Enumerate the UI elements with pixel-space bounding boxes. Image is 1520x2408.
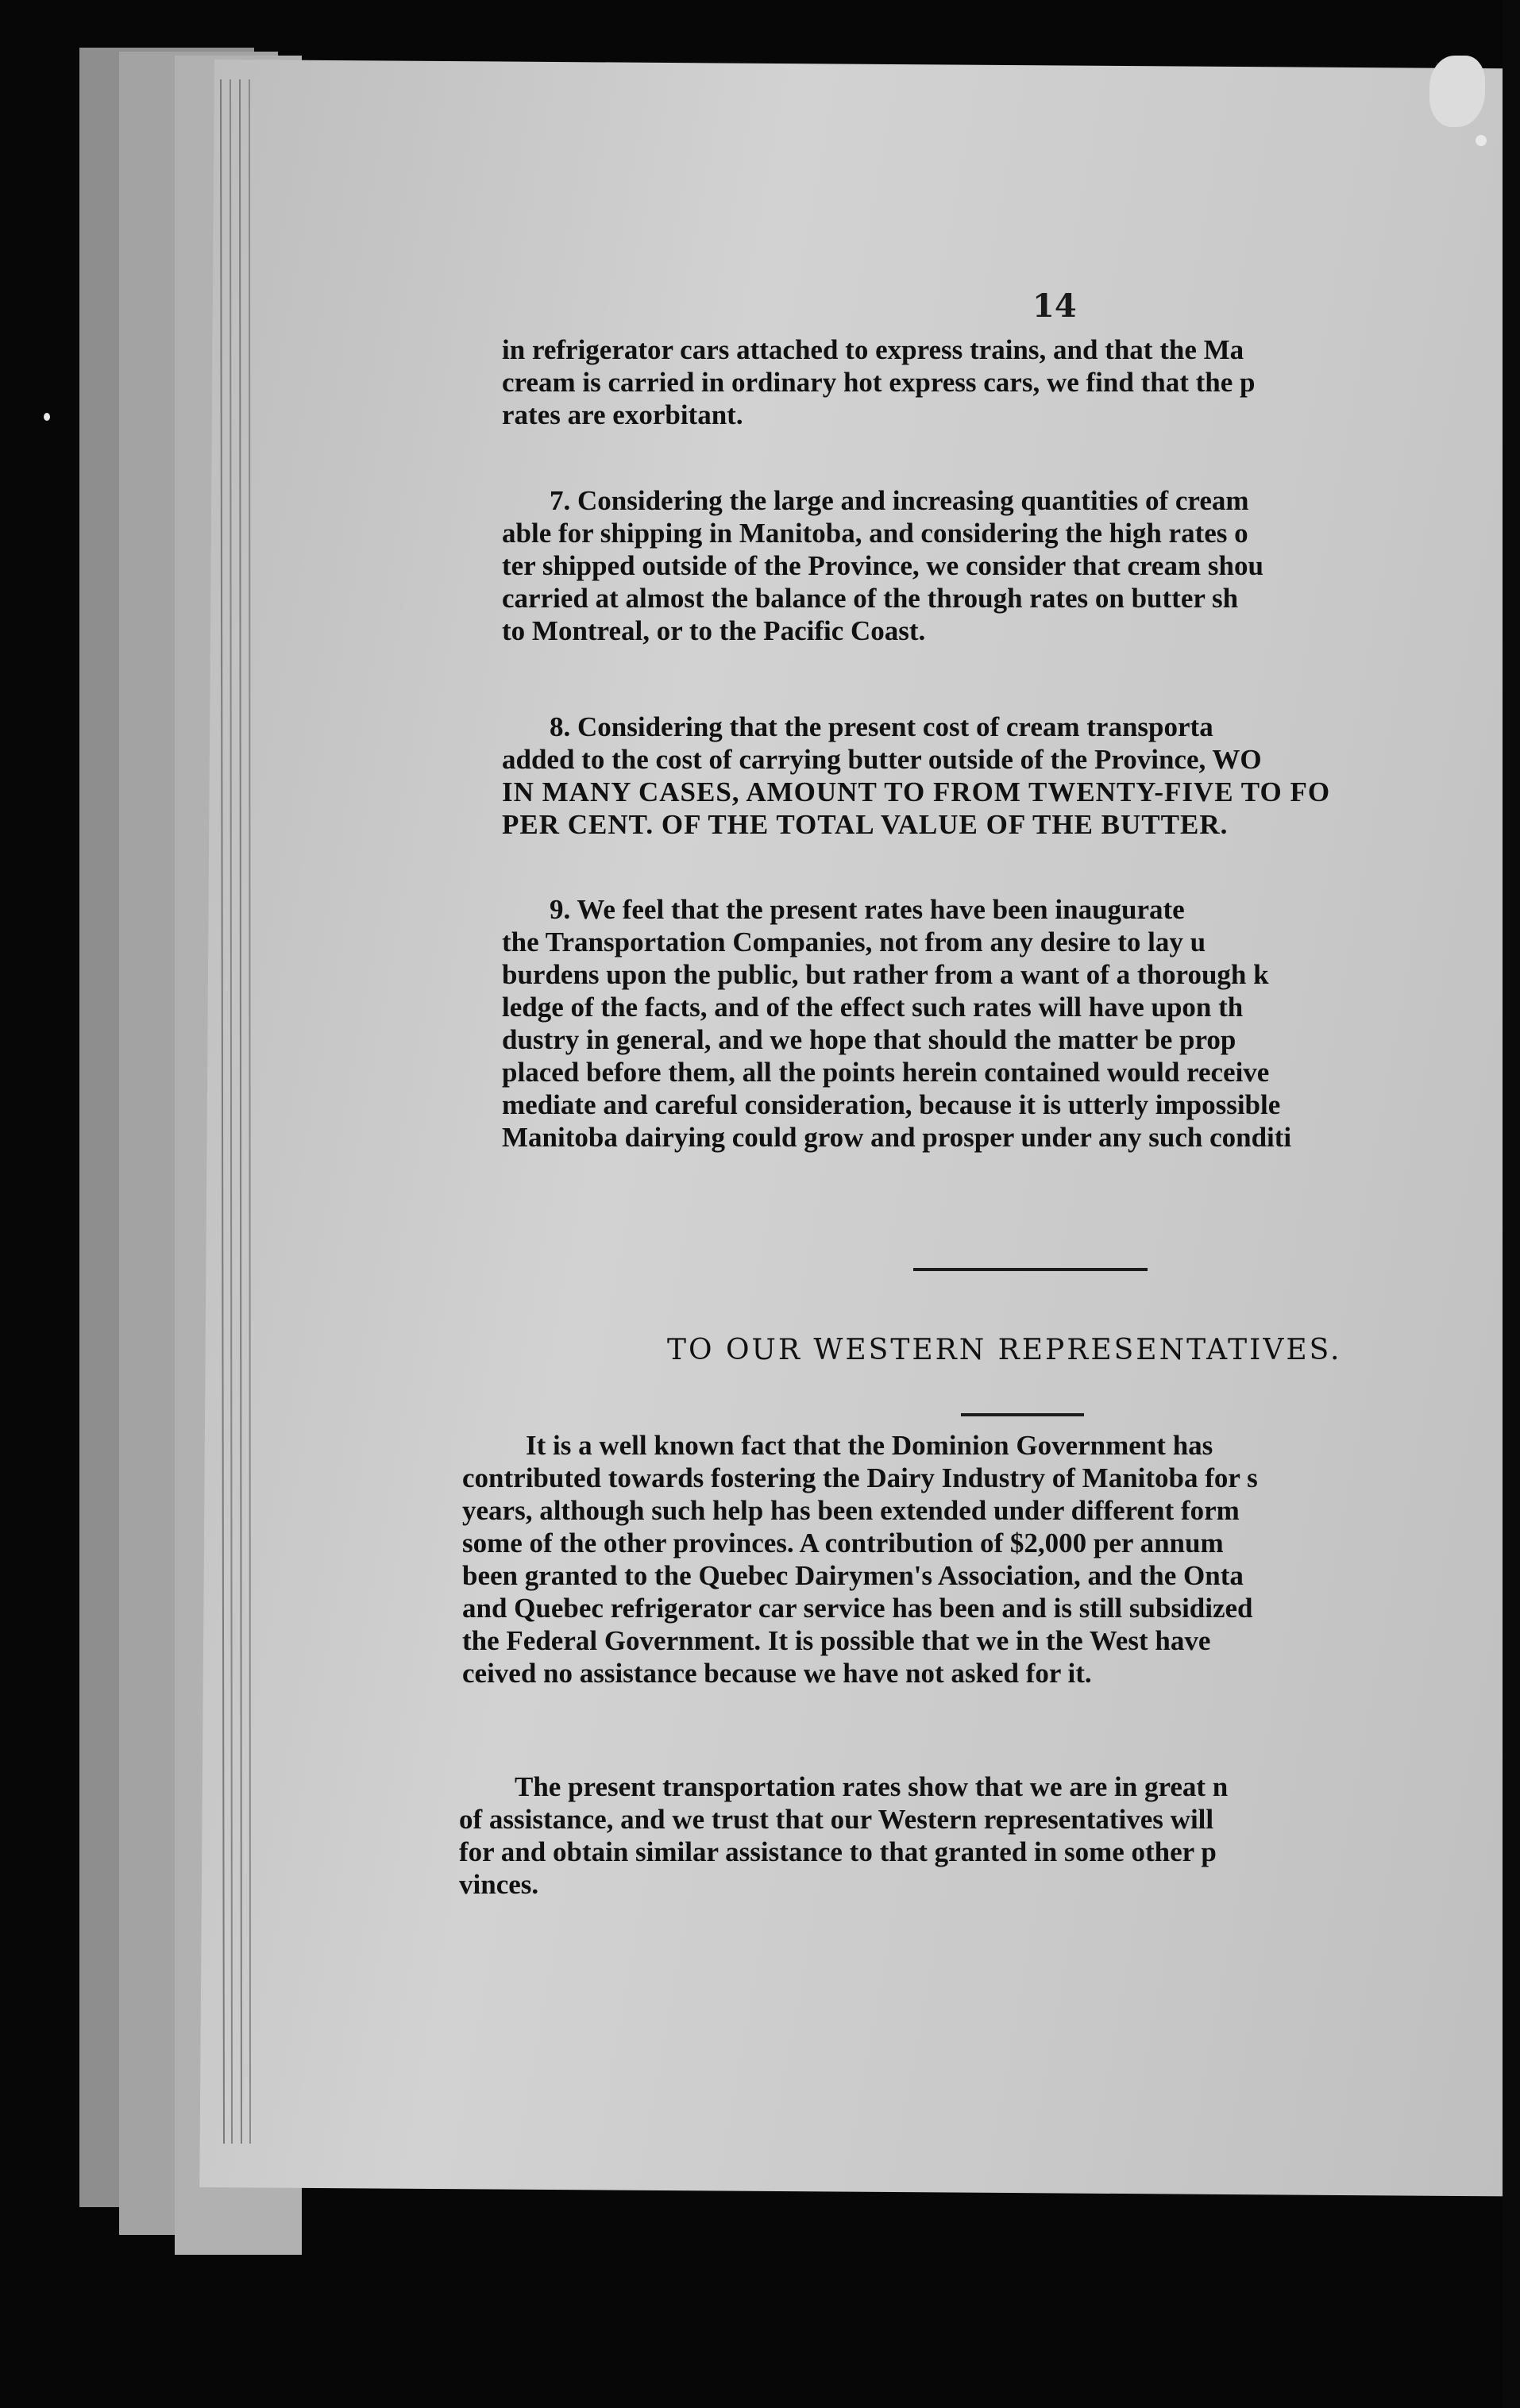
- text-line: vinces.: [459, 1869, 539, 1900]
- text-line: for and obtain similar assistance to that granted in some other p: [459, 1836, 1217, 1867]
- text-line: IN MANY CASES, AMOUNT TO FROM TWENTY-FIVE TO FO: [502, 776, 1331, 807]
- text-line: Manitoba dairying could grow and prosper under any such conditi: [502, 1122, 1292, 1153]
- text-line: placed before them, all the points herein contained would receive: [502, 1057, 1270, 1088]
- text-line: and Quebec refrigerator car service has been and is still subsidized: [462, 1593, 1253, 1624]
- scan-right-border: [1503, 0, 1520, 2408]
- text-line: The present transportation rates show that we are in great n: [515, 1771, 1229, 1802]
- text-line: contributed towards fostering the Dairy Industry of Manitoba for s: [462, 1462, 1258, 1493]
- text-line: some of the other provinces. A contribution of $2,000 per annum: [462, 1528, 1224, 1558]
- text-line: carried at almost the balance of the through rates on butter sh: [502, 583, 1239, 614]
- scan-speck: [44, 413, 50, 421]
- paragraph-8: [502, 711, 1330, 841]
- text-line: ledge of the facts, and of the effect such rates will have upon th: [502, 992, 1244, 1023]
- text-line: It is a well known fact that the Dominion Government has: [526, 1430, 1213, 1461]
- text-line: dustry in general, and we hope that should the matter be prop: [502, 1024, 1236, 1055]
- scan-speck: [1476, 135, 1487, 146]
- text-line: mediate and careful consideration, because it is utterly impossible: [502, 1089, 1281, 1120]
- text-line: been granted to the Quebec Dairymen's Association, and the Onta: [462, 1560, 1244, 1591]
- heading-underline: [961, 1413, 1084, 1416]
- scan-blemish: [1429, 56, 1485, 127]
- text-line: rates are exorbitant.: [502, 399, 743, 430]
- text-line: burdens upon the public, but rather from a want of a thorough k: [502, 959, 1269, 990]
- text-line: to Montreal, or to the Pacific Coast.: [502, 615, 926, 646]
- text-line: the Transportation Companies, not from any desire to lay u: [502, 927, 1206, 957]
- text-line: added to the cost of carrying butter outside of the Province, WO: [502, 744, 1262, 775]
- section-divider: [913, 1268, 1148, 1271]
- paragraph-11: [459, 1770, 1228, 1901]
- text-line: able for shipping in Manitoba, and considering the high rates o: [502, 518, 1248, 549]
- text-line: the Federal Government. It is possible that we in the West have: [462, 1625, 1211, 1656]
- text-line: ter shipped outside of the Province, we consider that cream shou: [502, 550, 1263, 581]
- page-number: 14: [1032, 287, 1077, 325]
- text-line: 7. Considering the large and increasing quantities of cream: [550, 485, 1249, 516]
- text-line: 8. Considering that the present cost of cream transporta: [550, 711, 1213, 742]
- text-line: years, although such help has been extended under different form: [462, 1495, 1240, 1526]
- section-heading: TO OUR WESTERN REPRESENTATIVES.: [667, 1334, 1342, 1366]
- paragraph-10: [462, 1429, 1258, 1689]
- text-line: of assistance, and we trust that our Western representatives will: [459, 1804, 1214, 1835]
- text-line: PER CENT. OF THE TOTAL VALUE OF THE BUTTER.: [502, 809, 1229, 840]
- paragraph-continuation: [502, 333, 1255, 431]
- text-line: ceived no assistance because we have not asked for it.: [462, 1658, 1092, 1689]
- paragraph-9: [502, 893, 1291, 1154]
- text-line: in refrigerator cars attached to express trains, and that the Ma: [502, 334, 1244, 365]
- text-line: 9. We feel that the present rates have been inaugurate: [550, 894, 1185, 925]
- text-line: cream is carried in ordinary hot express cars, we find that the p: [502, 367, 1256, 398]
- paragraph-7: [502, 484, 1263, 647]
- page-stack-lines: [214, 79, 262, 2144]
